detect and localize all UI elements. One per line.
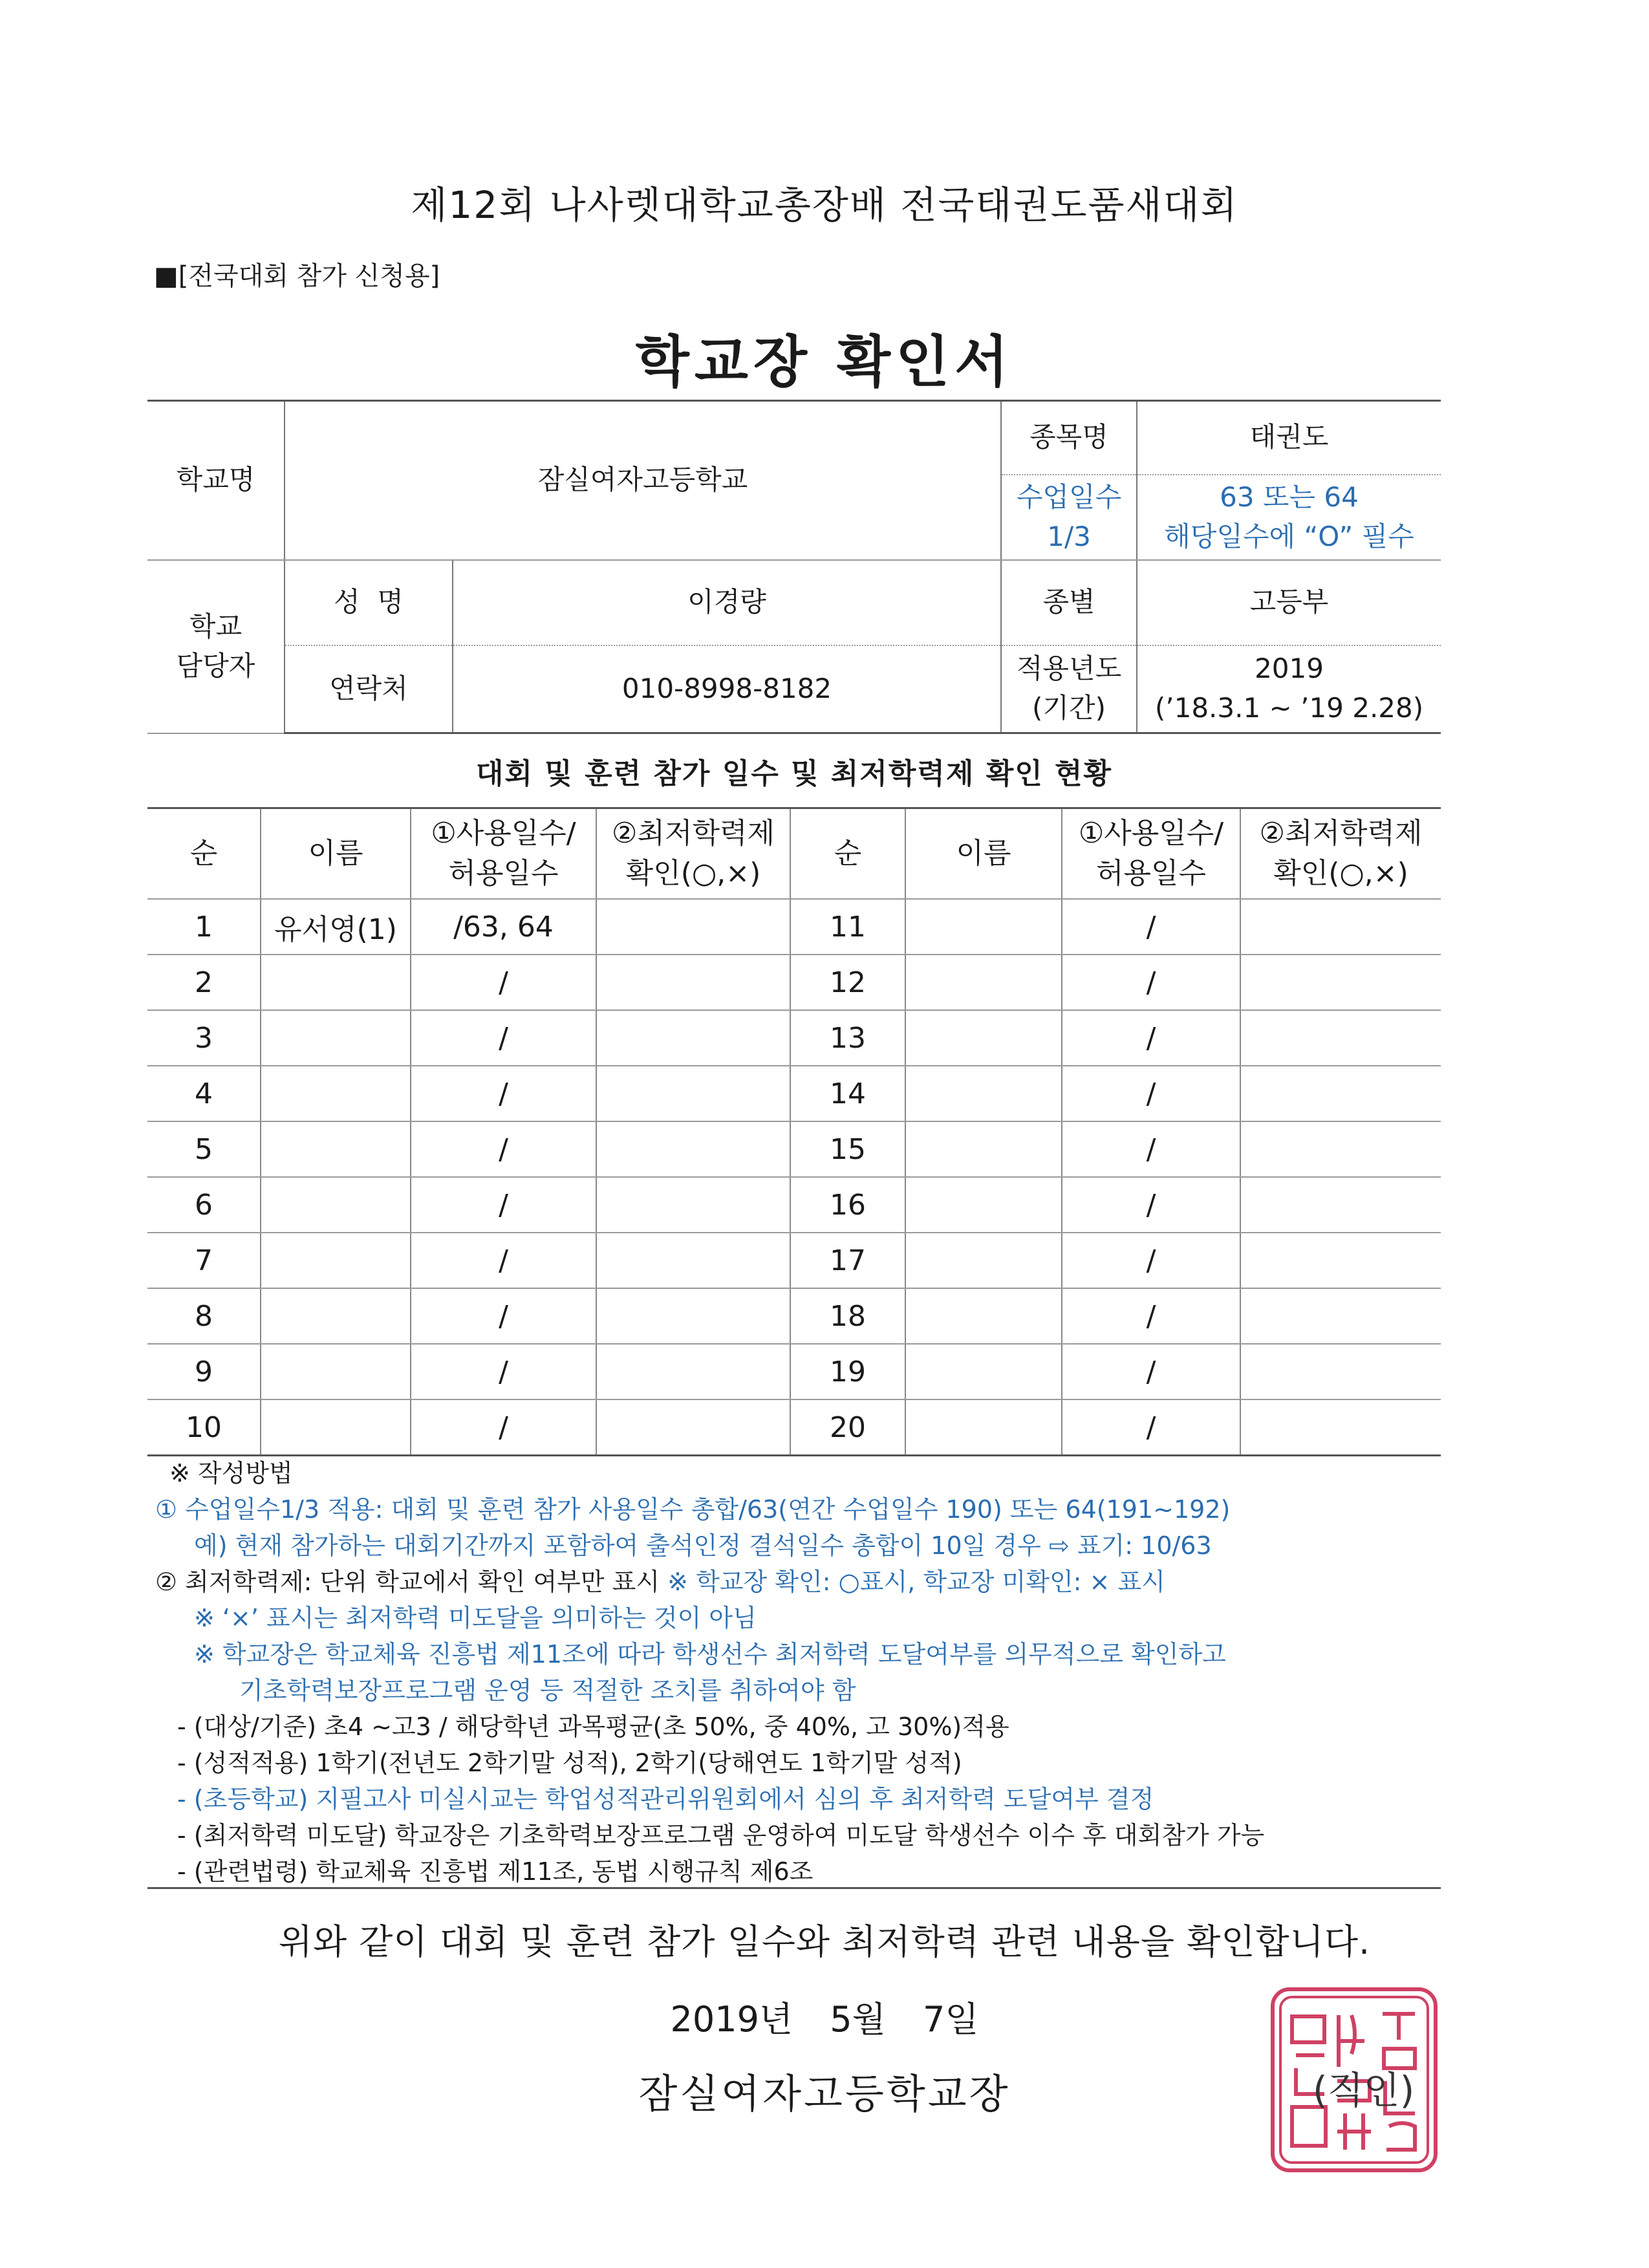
year-label-line1: 적용년도	[1016, 653, 1122, 685]
row-days-left: /	[411, 1066, 596, 1121]
row-check-right	[1240, 1288, 1441, 1344]
row-name-left	[261, 1233, 411, 1288]
row-name-right	[905, 1010, 1062, 1066]
form-type-label: ■[전국대회 참가 신청용]	[154, 261, 440, 291]
row-check-left	[596, 899, 790, 955]
header-days-right-line2: 허용일수	[1095, 857, 1206, 890]
table-row	[147, 1233, 1441, 1288]
row-name-right	[905, 1233, 1062, 1288]
header-name-left: 이름	[261, 808, 411, 900]
table-row	[147, 955, 1441, 1010]
row-no-right: 15	[790, 1121, 905, 1177]
row-days-right: /	[1062, 1010, 1240, 1066]
row-name-left	[261, 1010, 411, 1066]
header-check-right	[1240, 808, 1441, 900]
contact-label: 연락처	[285, 645, 453, 733]
row-no-left: 10	[147, 1399, 261, 1456]
row-name-left	[261, 1344, 411, 1399]
row-no-left: 6	[147, 1177, 261, 1233]
divider	[147, 1887, 1441, 1889]
school-name-value: 잠실여자고등학교	[285, 401, 1001, 560]
row-days-right: /	[1062, 899, 1240, 955]
year-value-line1: 2019	[1255, 653, 1324, 685]
row-check-right	[1240, 1344, 1441, 1399]
row-days-left: /63, 64	[411, 899, 596, 955]
row-name-right	[905, 1121, 1062, 1177]
date-month: 5월	[830, 1999, 886, 2040]
school-name-label: 학교명	[147, 401, 285, 560]
row-name-left	[261, 1066, 411, 1121]
row-no-right: 13	[790, 1010, 905, 1066]
row-check-right	[1240, 955, 1441, 1010]
row-no-left: 4	[147, 1066, 261, 1121]
class-days-label-line1: 수업일수	[1016, 481, 1122, 513]
row-check-left	[596, 955, 790, 1010]
header-days-right-line1: ①사용일수/	[1078, 817, 1224, 850]
date-year: 2019년	[670, 1999, 793, 2040]
row-no-right: 11	[790, 899, 905, 955]
detail-1: - (대상/기준) 초4 ~고3 / 해당학년 과목평균(초 50%, 중 40%, 고 30%)적용	[177, 1712, 1009, 1741]
seal-label: (직인)	[1313, 2068, 1415, 2112]
detail-5: - (관련법령) 학교체육 진흥법 제11조, 동법 시행규칙 제6조	[177, 1857, 814, 1886]
row-check-right	[1240, 1066, 1441, 1121]
header-days-left-line2: 허용일수	[448, 857, 559, 890]
row-check-right	[1240, 899, 1441, 955]
confirmation-statement: 위와 같이 대회 및 훈련 참가 일수와 최저학력 관련 내용을 확인합니다.	[278, 1921, 1371, 1962]
name-value: 이경량	[453, 560, 1001, 645]
row-days-left: /	[411, 1288, 596, 1344]
header-days-left-line1: ①사용일수/	[431, 817, 576, 850]
row-name-right	[905, 1177, 1062, 1233]
detail-2: - (성적적용) 1학기(전년도 2학기말 성적), 2학기(당해연도 1학기말 성적)	[177, 1749, 962, 1777]
table-row	[147, 1288, 1441, 1344]
table-row	[147, 1121, 1441, 1177]
row-name-left	[261, 1288, 411, 1344]
header-check-right-line1: ②최저학력제	[1259, 817, 1423, 850]
row-name-right	[905, 1066, 1062, 1121]
row-check-left	[596, 1177, 790, 1233]
header-check-right-line2: 확인(○,×)	[1273, 857, 1408, 890]
division-value: 고등부	[1137, 560, 1441, 645]
row-days-right: /	[1062, 1233, 1240, 1288]
row-check-right	[1240, 1233, 1441, 1288]
header-name-right: 이름	[905, 808, 1062, 900]
year-value-line2: (’18.3.1 ~ ’19 2.28)	[1154, 692, 1424, 724]
date-day: 7일	[922, 1999, 979, 2040]
class-days-value	[1137, 475, 1441, 560]
row-days-right: /	[1062, 1399, 1240, 1456]
header-check-left-line2: 확인(○,×)	[625, 857, 761, 890]
row-days-right: /	[1062, 1344, 1240, 1399]
row-no-left: 1	[147, 899, 261, 955]
row-name-left: 유서영(1)	[261, 899, 411, 955]
header-days-left	[411, 808, 596, 900]
manager-label-line2: 담당자	[176, 649, 255, 682]
row-days-left: /	[411, 1233, 596, 1288]
row-check-right	[1240, 1399, 1441, 1456]
note-1b: 예) 현재 참가하는 대회기간까지 포함하여 출석인정 결석일수 총합이 10일 경우 ⇨ 표기: 10/63	[194, 1531, 1212, 1560]
row-days-right: /	[1062, 1121, 1240, 1177]
row-no-left: 7	[147, 1233, 261, 1288]
division-label: 종별	[1001, 560, 1137, 645]
note-2a-text: ② 최저학력제: 단위 학교에서 확인 여부만 표시	[155, 1568, 668, 1596]
writing-instructions	[155, 1455, 1449, 1890]
note-2d: 기초학력보장프로그램 운영 등 적절한 조치를 취하여야 함	[239, 1676, 856, 1705]
row-no-left: 8	[147, 1288, 261, 1344]
row-name-left	[261, 1177, 411, 1233]
row-name-right	[905, 1344, 1062, 1399]
note-2b: ※ ‘×’ 표시는 최저학력 미도달을 의미하는 것이 아님	[194, 1604, 757, 1632]
class-days-label-line2: 1/3	[1047, 520, 1091, 552]
school-info-table	[147, 400, 1441, 734]
row-check-left	[596, 1399, 790, 1456]
row-check-left	[596, 1010, 790, 1066]
row-days-left: /	[411, 1177, 596, 1233]
row-check-right	[1240, 1010, 1441, 1066]
row-name-right	[905, 1399, 1062, 1456]
note-1a: ① 수업일수1/3 적용: 대회 및 훈련 참가 사용일수 총합/63(연간 수업일수 190) 또는 64(191~192)	[155, 1495, 1231, 1524]
summary-title: 대회 및 훈련 참가 일수 및 최저학력제 확인 현황	[475, 757, 1113, 790]
table-row	[147, 899, 1441, 955]
row-check-left	[596, 1344, 790, 1399]
table-row	[147, 1010, 1441, 1066]
row-days-right: /	[1062, 1177, 1240, 1233]
class-days-label	[1001, 475, 1137, 560]
row-no-right: 17	[790, 1233, 905, 1288]
header-no-left: 순	[147, 808, 261, 900]
row-name-left	[261, 1399, 411, 1456]
header-check-left-line1: ②최저학력제	[612, 817, 775, 850]
row-name-left	[261, 955, 411, 1010]
table-row	[147, 1399, 1441, 1456]
participation-records-table	[147, 807, 1441, 1456]
table-row	[147, 1344, 1441, 1399]
header-no-right: 순	[790, 808, 905, 900]
row-check-left	[596, 1121, 790, 1177]
detail-4: - (최저학력 미도달) 학교장은 기초학력보장프로그램 운영하여 미도달 학생선수 이수 후 대회참가 가능	[177, 1821, 1265, 1850]
row-no-right: 16	[790, 1177, 905, 1233]
row-no-left: 2	[147, 955, 261, 1010]
row-days-right: /	[1062, 1066, 1240, 1121]
principal-name: 잠실여자고등학교장	[638, 2070, 1011, 2117]
year-label-line2: (기간)	[1032, 692, 1106, 724]
row-name-left	[261, 1121, 411, 1177]
document-title: 학교장 확인서	[635, 330, 1014, 394]
manager-label	[147, 560, 285, 733]
row-days-left: /	[411, 1010, 596, 1066]
class-days-value-line1: 63 또는 64	[1220, 481, 1359, 513]
header-check-left	[596, 808, 790, 900]
row-name-right	[905, 899, 1062, 955]
year-value	[1137, 645, 1441, 733]
contact-value: 010-8998-8182	[453, 645, 1001, 733]
row-no-right: 19	[790, 1344, 905, 1399]
sport-label: 종목명	[1001, 401, 1137, 475]
row-days-left: /	[411, 1399, 596, 1456]
manager-label-line1: 학교	[189, 610, 242, 642]
row-name-right	[905, 1288, 1062, 1344]
note-2c: ※ 학교장은 학교체육 진흥법 제11조에 따라 학생선수 최저학력 도달여부를 의무적으로 확인하고	[194, 1640, 1226, 1669]
row-check-right	[1240, 1177, 1441, 1233]
name-label: 성 명	[285, 560, 453, 645]
row-name-right	[905, 955, 1062, 1010]
year-label	[1001, 645, 1137, 733]
table-row	[147, 1066, 1441, 1121]
table-row	[147, 1177, 1441, 1233]
row-days-right: /	[1062, 955, 1240, 1010]
notes-heading: ※ 작성방법	[169, 1459, 293, 1487]
row-no-left: 3	[147, 1010, 261, 1066]
row-days-left: /	[411, 1121, 596, 1177]
row-no-right: 14	[790, 1066, 905, 1121]
row-no-right: 20	[790, 1399, 905, 1456]
sport-value: 태권도	[1137, 401, 1441, 475]
row-check-right	[1240, 1121, 1441, 1177]
row-no-left: 9	[147, 1344, 261, 1399]
header-days-right	[1062, 808, 1240, 900]
note-2a	[155, 1564, 1449, 1600]
row-days-left: /	[411, 1344, 596, 1399]
row-days-right: /	[1062, 1288, 1240, 1344]
note-2a-highlight: ※ 학교장 확인: ○표시, 학교장 미확인: × 표시	[667, 1568, 1165, 1596]
class-days-value-line2: 해당일수에 “O” 필수	[1164, 520, 1414, 552]
event-title: 제12회 나사렛대학교총장배 전국태권도품새대회	[411, 183, 1238, 227]
row-no-right: 18	[790, 1288, 905, 1344]
row-days-left: /	[411, 955, 596, 1010]
detail-3: - (초등학교) 지필고사 미실시교는 학업성적관리위원회에서 심의 후 최저학력 도달여부 결정	[177, 1785, 1154, 1813]
row-no-left: 5	[147, 1121, 261, 1177]
row-no-right: 12	[790, 955, 905, 1010]
row-check-left	[596, 1233, 790, 1288]
row-check-left	[596, 1288, 790, 1344]
row-check-left	[596, 1066, 790, 1121]
